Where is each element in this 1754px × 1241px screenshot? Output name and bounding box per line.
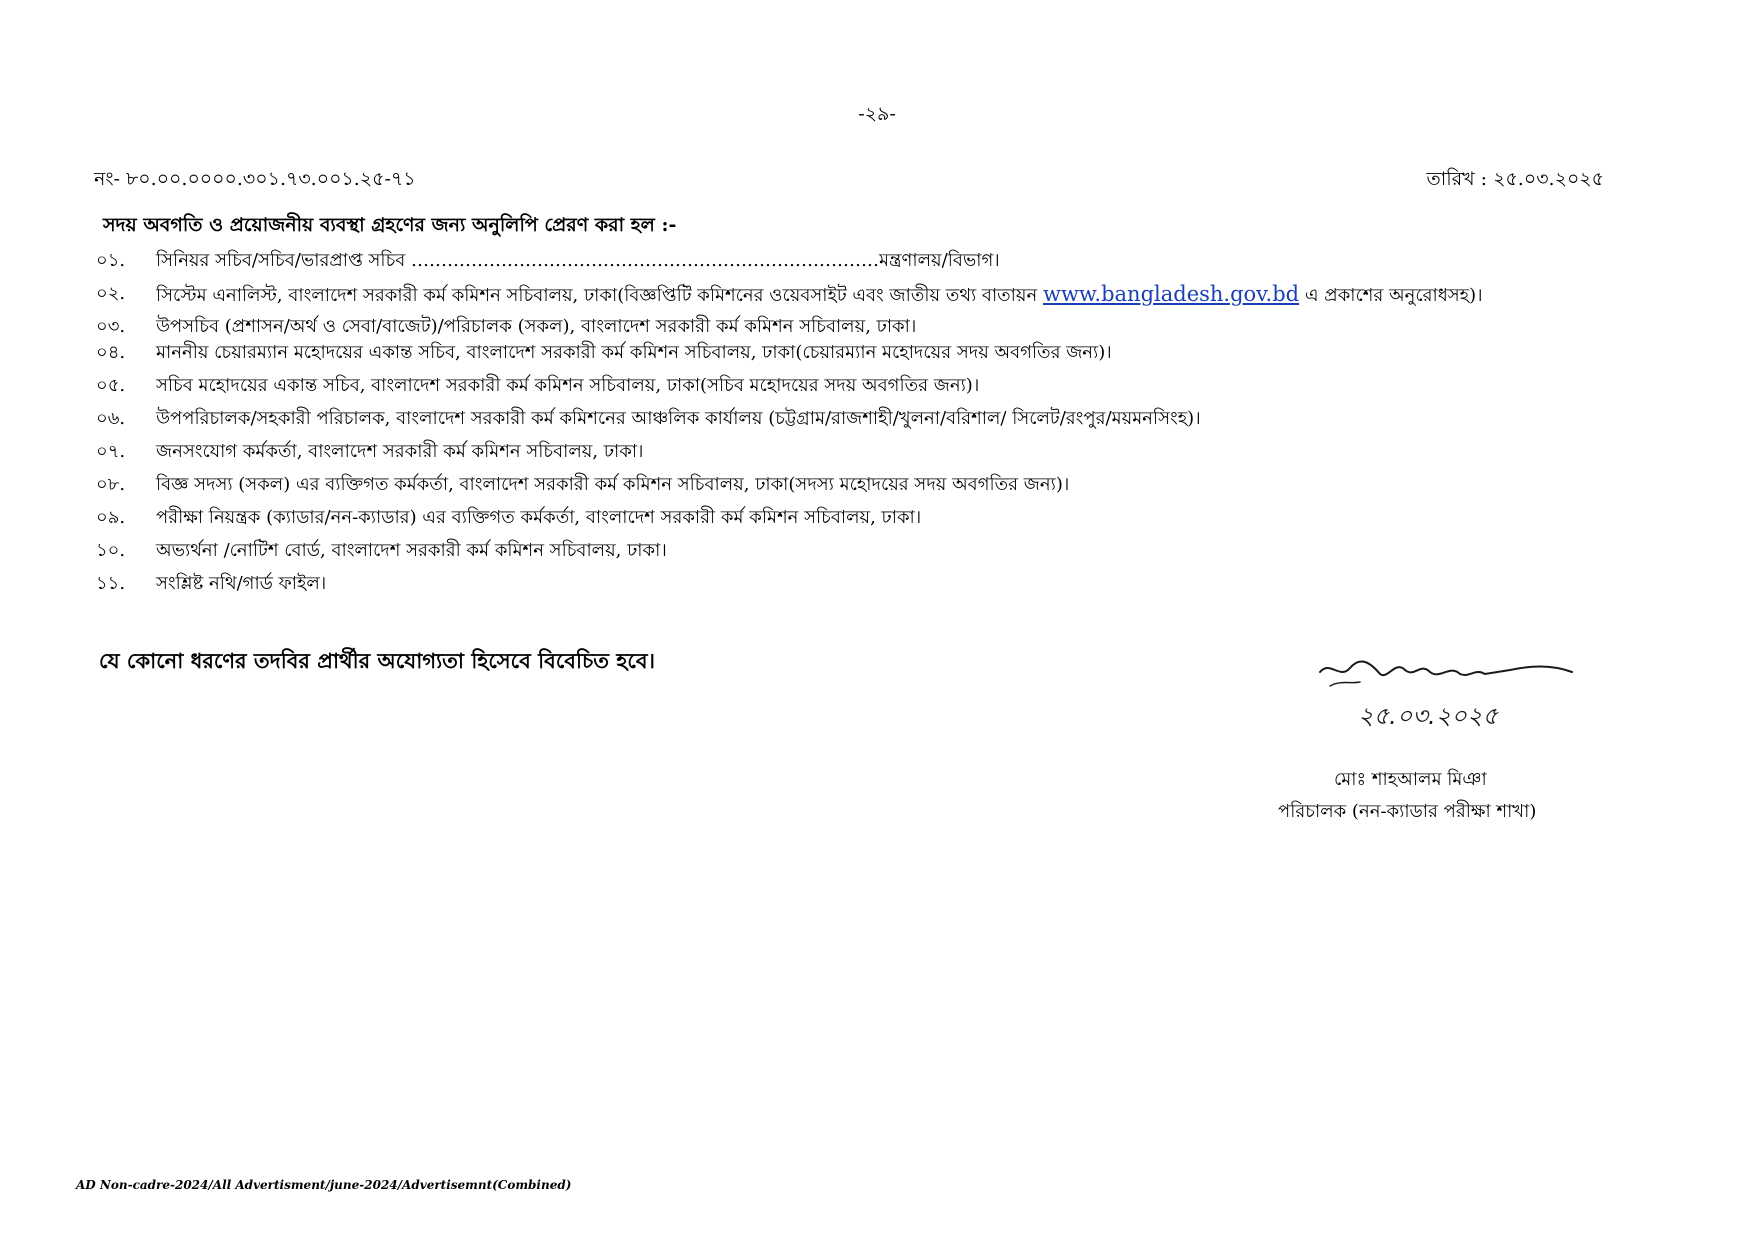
page-number: -২৯- [858, 103, 896, 125]
memo-number: নং- ৮০.০০.০০০০.৩০১.৭৩.০০১.২৫-৭১ [94, 168, 416, 190]
list-item-number: ০৮. [96, 474, 126, 495]
list-item-text-after-link: এ প্রকাশের অনুরোধসহ)। [1299, 285, 1483, 306]
list-item-text [156, 283, 1483, 307]
list-item [96, 474, 1696, 496]
list-item-number: ০১. [96, 250, 126, 271]
list-item [96, 507, 1696, 529]
list-item-text: বিজ্ঞ সদস্য (সকল) এর ব্যক্তিগত কর্মকর্তা, বাংলাদেশ সরকারী কর্ম কমিশন সচিবালয়, ঢাকা(সদস্য মহোদয়ের সদয় অবগতির জন্য)। [156, 474, 1070, 495]
signer-name: মোঃ শাহআলম মিঞা [1334, 769, 1487, 790]
list-item-text: পরীক্ষা নিয়ন্ত্রক (ক্যাডার/নন-ক্যাডার) এর ব্যক্তিগত কর্মকর্তা, বাংলাদেশ সরকারী কর্ম কমিশন সচিবালয়, ঢাকা। [156, 507, 922, 528]
list-item [96, 250, 1696, 272]
list-item-text-before-link: সিস্টেম এনালিস্ট, বাংলাদেশ সরকারী কর্ম কমিশন সচিবালয়, ঢাকা(বিজ্ঞপ্তিটি কমিশনের ওয়েবসাইট এবং জাতীয় তথ্য বাতায়ন [156, 285, 1043, 306]
list-item [96, 375, 1696, 397]
list-item-number: ১১. [96, 573, 126, 594]
website-link[interactable]: www.bangladesh.gov.bd [1042, 282, 1300, 306]
list-item-text: উপসচিব (প্রশাসন/অর্থ ও সেবা/বাজেট)/পরিচালক (সকল), বাংলাদেশ সরকারী কর্ম কমিশন সচিবালয়, ঢাকা। [156, 316, 917, 337]
copy-intro-heading: সদয় অবগতি ও প্রয়োজনীয় ব্যবস্থা গ্রহণের জন্য অনুলিপি প্রেরণ করা হল :- [103, 214, 677, 236]
list-item-number: ০৭. [96, 441, 126, 462]
list-item [96, 342, 1696, 364]
signer-designation: পরিচালক (নন-ক্যাডার পরীক্ষা শাখা) [1278, 801, 1537, 822]
list-item-number: ০২. [96, 283, 126, 304]
list-item-number: ০৬. [96, 408, 126, 429]
list-item [96, 408, 1696, 430]
list-item-text: সংশ্লিষ্ট নথি/গার্ড ফাইল। [156, 573, 327, 594]
list-item-text: সচিব মহোদয়ের একান্ত সচিব, বাংলাদেশ সরকারী কর্ম কমিশন সচিবালয়, ঢাকা(সচিব মহোদয়ের সদয় অবগতির জন্য)। [156, 375, 980, 396]
signature-underline [1330, 682, 1360, 686]
list-item [96, 316, 1696, 338]
list-item-number: ০৯. [96, 507, 126, 528]
signature-stroke [1320, 661, 1572, 675]
list-item [96, 573, 1696, 595]
footer-file-path: AD Non-cadre-2024/All Advertisment/june-2024/Advertisemnt(Combined) [76, 1178, 572, 1192]
list-item [96, 283, 1696, 307]
list-item-text: উপপরিচালক/সহকারী পরিচালক, বাংলাদেশ সরকারী কর্ম কমিশনের আঞ্চলিক কার্যালয় (চট্টগ্রাম/রাজশাহী/খুলনা/বরিশাল/ সিলেট/রংপুর/ময়মনসিংহ)। [156, 408, 1201, 429]
list-item [96, 441, 1696, 463]
signature-date: ২৫.০৩.২০২৫ [1358, 702, 1499, 730]
list-item-number: ০৩. [96, 316, 126, 337]
memo-date: তারিখ : ২৫.০৩.২০২৫ [1426, 168, 1604, 190]
list-item-number: ১০. [96, 540, 126, 561]
warning-notice: যে কোনো ধরণের তদবির প্রার্থীর অযোগ্যতা হিসেবে বিবেচিত হবে। [99, 648, 656, 673]
list-item-text: জনসংযোগ কর্মকর্তা, বাংলাদেশ সরকারী কর্ম কমিশন সচিবালয়, ঢাকা। [156, 441, 644, 462]
handwritten-signature [1300, 650, 1580, 740]
list-item-number: ০৫. [96, 375, 126, 396]
list-item-text: সিনিয়র সচিব/সচিব/ভারপ্রাপ্ত সচিব ……………………………………………………………………মন্ত্রণালয়/বিভাগ। [156, 250, 1000, 271]
distribution-list [96, 250, 1696, 606]
list-item [96, 540, 1696, 562]
list-item-text: মাননীয় চেয়ারম্যান মহোদয়ের একান্ত সচিব, বাংলাদেশ সরকারী কর্ম কমিশন সচিবালয়, ঢাকা(চেয়ারম্যান মহোদয়ের সদয় অবগতির জন্য)। [156, 342, 1112, 363]
list-item-text: অভ্যর্থনা /নোটিশ বোর্ড, বাংলাদেশ সরকারী কর্ম কমিশন সচিবালয়, ঢাকা। [156, 540, 667, 561]
list-item-number: ০৪. [96, 342, 126, 363]
